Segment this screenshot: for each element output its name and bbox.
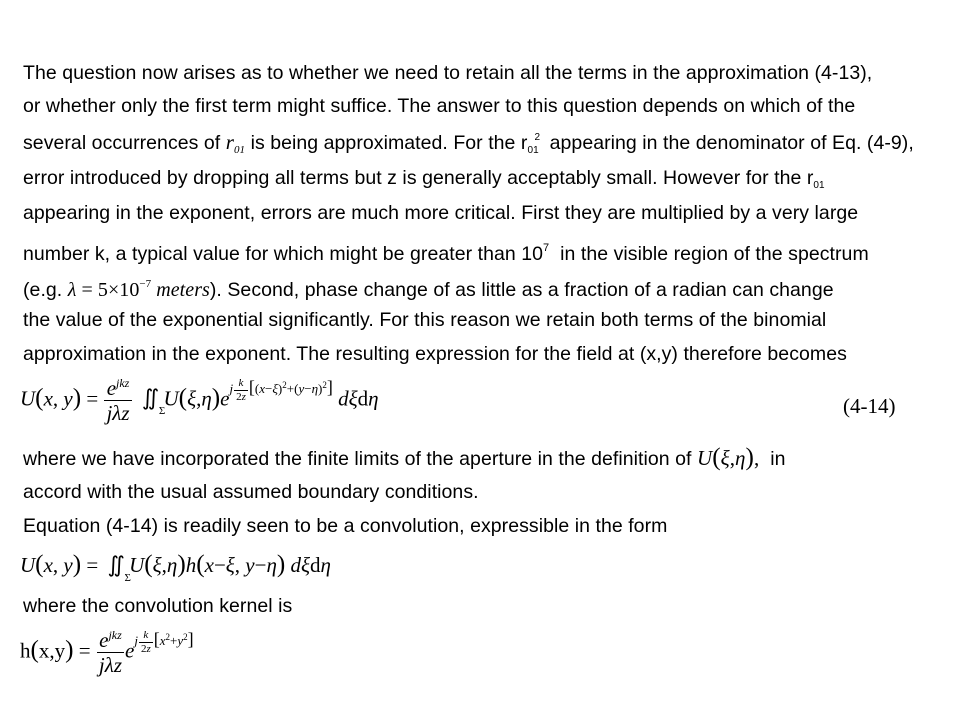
text-line-12: Equation (4-14) is readily seen to be a convolution, expressible in the form xyxy=(23,515,668,537)
text-line-6: number k, a typical value for which might be greater than $10^7$ in the visible region of the spectrum xyxy=(23,242,869,265)
kernel-phase-exponent: j $\frac{k}{2z}$ $[x^2+y^2]$ xyxy=(134,629,194,655)
r01-symbol: r01 xyxy=(225,130,246,156)
text-line-4: error introduced by dropping all terms but z is generally acceptably small. However for the $r_{01}$ xyxy=(23,167,825,191)
text-line-7: (e.g. $\lambda = 5\times 10^{-7}$ meters). Second, phase change of as little as a fraction of a radian can change xyxy=(23,278,834,301)
text-line-2: or whether only the first term might suffice. The answer to this question depends on which of the xyxy=(23,95,856,117)
text-line-9: approximation in the exponent. The resulting expression for the field at (x,y) therefore becomes xyxy=(23,343,847,365)
r01-squared-symbol: 2 $_{01}$ xyxy=(527,132,541,156)
kernel-equation: h(x,y) = $\frac{e^{jkz}}{\text{jλz}}$ ej $\frac{k}{2z}$ $[x^2+y^2]$ xyxy=(20,628,194,678)
text-line-8: the value of the exponential significantly. For this reason we retain both terms of the binomial xyxy=(23,309,827,331)
convolution-equation: U(x, y) = ∬ Σ U(ξ,η)h(x−ξ, y−η) dξdη xyxy=(20,551,331,584)
text-line-3: several occurrences of r01 is being approximated. For the r 2 $_{01}$ appearing in the denominator of Eq. (4-9), xyxy=(23,130,914,163)
equation-4-14: U(x, y) = $\frac{e^{jkz}}{\text{jλz}}$ ∬ Σ U(ξ,η)ej $\frac{k}{2z}$ $[(x-\xi)^2+(y-\eta)^2]$ dξdη xyxy=(20,376,379,426)
text-line-1: The question now arises as to whether we need to retain all the terms in the approximation (4-13), xyxy=(23,62,873,84)
kernel-prefactor-fraction: $\frac{e^{jkz}}{\text{jλz}}$ xyxy=(98,628,123,678)
equation-number: (4-14) xyxy=(843,394,896,418)
double-integral-sigma: ∬ Σ xyxy=(141,385,166,418)
text-line-13: where the convolution kernel is xyxy=(23,595,293,617)
prefactor-fraction: $\frac{e^{jkz}}{\text{jλz}}$ xyxy=(106,376,130,426)
double-integral-sigma: ∬ Σ xyxy=(107,552,131,584)
text-line-5: appearing in the exponent, errors are much more critical. First they are multiplied by a very large xyxy=(23,202,859,224)
wavelength-example: $\lambda = 5\times 10^{-7}$ meters xyxy=(67,278,210,301)
text-line-10: where we have incorporated the finite limits of the aperture in the definition of U(ξ,η), in xyxy=(23,444,786,471)
aperture-field-symbol: U(ξ,η), xyxy=(696,444,760,471)
quadratic-phase-exponent: j $\frac{k}{2z}$ $[(x-\xi)^2+(y-\eta)^2]$ xyxy=(229,377,333,403)
text-line-11: accord with the usual assumed boundary conditions. xyxy=(23,481,479,503)
